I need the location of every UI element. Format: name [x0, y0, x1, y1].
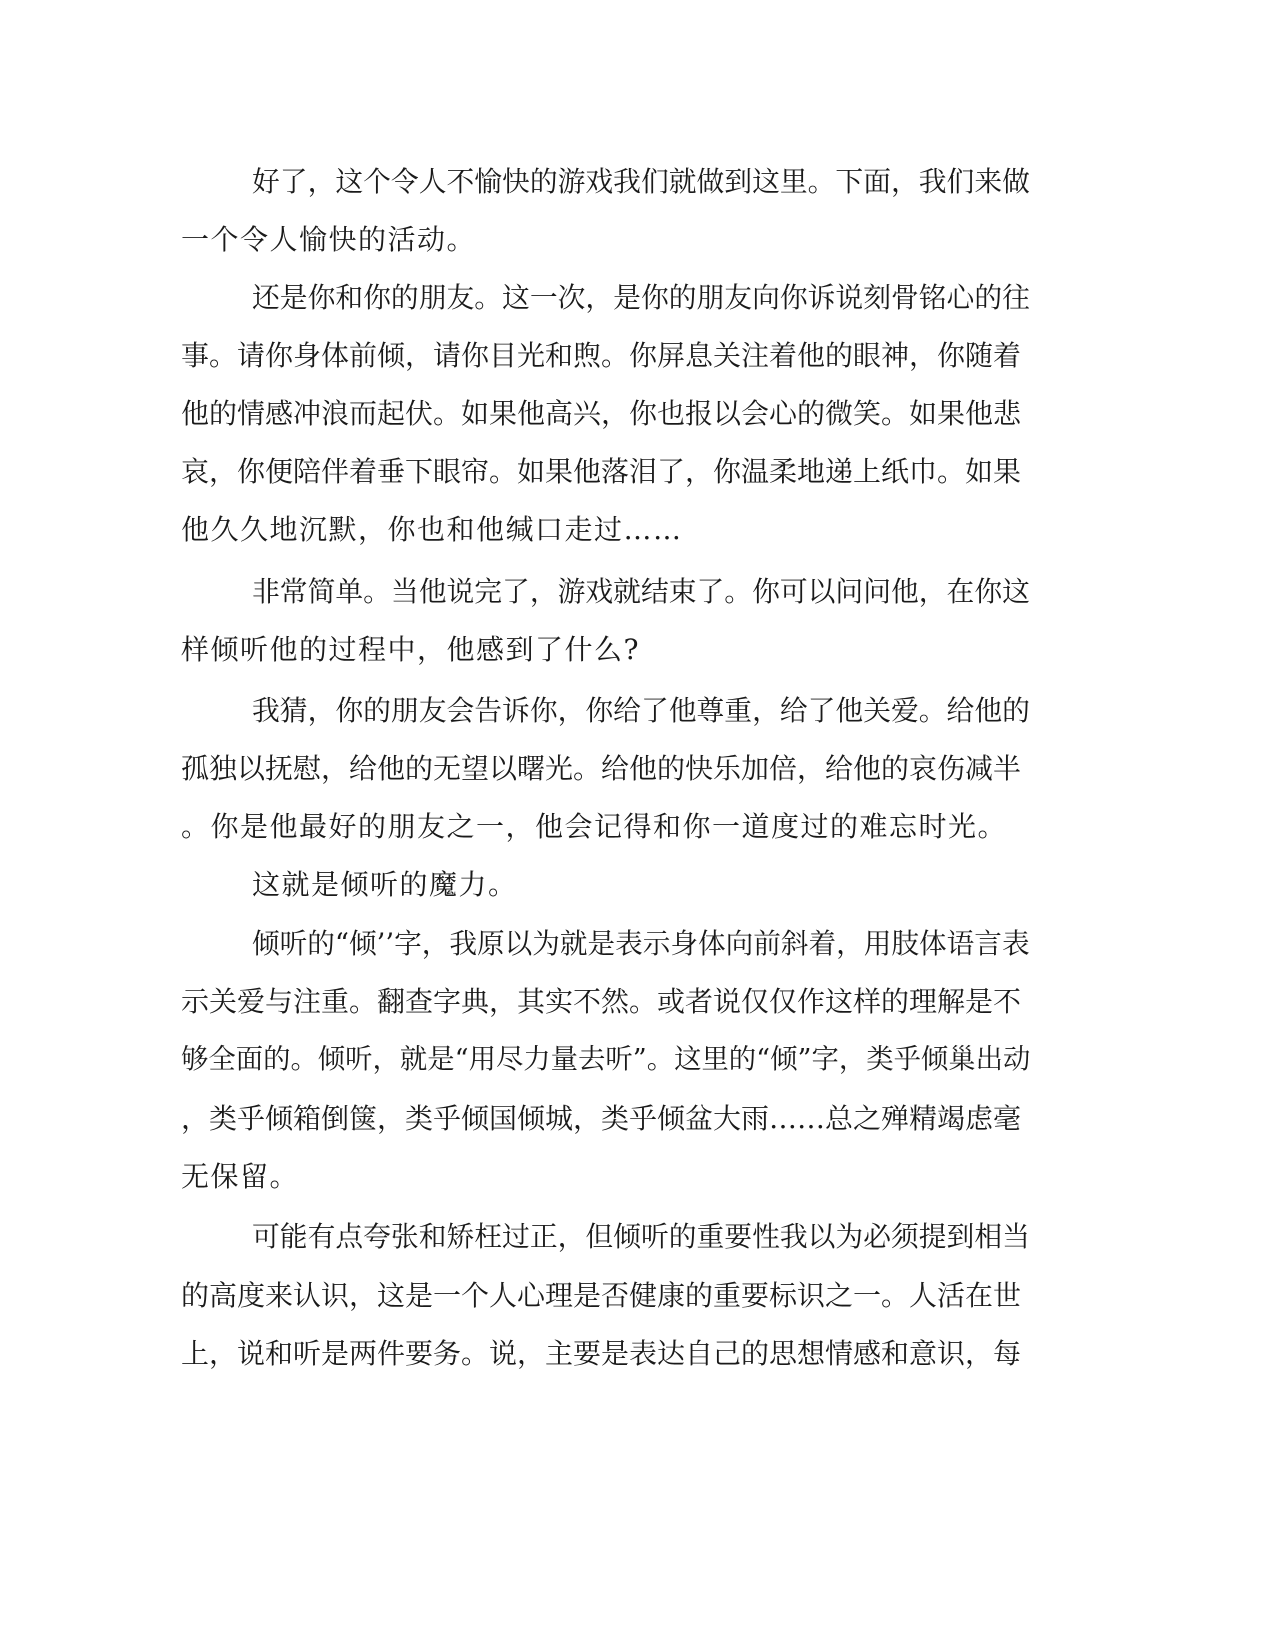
text-line: 事。请你身体前倾，请你目光和煦。你屏息关注着他的眼神，你随着 — [181, 339, 1022, 372]
text-line: 哀，你便陪伴着垂下眼帘。如果他落泪了，你温柔地递上纸巾。如果 — [181, 455, 1022, 488]
text-line: 还是你和你的朋友。这一次，是你的朋友向你诉说刻骨铭心的往 — [252, 281, 1030, 314]
text-line: ，类乎倾箱倒箧，类乎倾国倾城，类乎倾盆大雨……总之殚精竭虑毫 — [181, 1102, 1022, 1135]
text-line: 上，说和听是两件要务。说，主要是表达自己的思想情感和意识，每 — [181, 1337, 1022, 1370]
text-line: 我猜，你的朋友会告诉你，你给了他尊重，给了他关爱。给他的 — [252, 694, 1030, 727]
text-line: 。你是他最好的朋友之一，他会记得和你一道度过的难忘时光。 — [181, 810, 1008, 843]
text-line: 他的情感冲浪而起伏。如果他高兴，你也报以会心的微笑。如果他悲 — [181, 397, 1022, 430]
text-line: 倾听的“倾’’字，我原以为就是表示身体向前斜着，用肢体语言表 — [252, 927, 1030, 960]
text-line: 够全面的。倾听，就是“用尽力量去听”。这里的“倾”字，类乎倾巢出动 — [181, 1044, 1031, 1075]
text-line: 非常简单。当他说完了，游戏就结束了。你可以问问他，在你这 — [252, 575, 1030, 608]
text-line: 无保留。 — [181, 1160, 300, 1193]
text-line: 的高度来认识，这是一个人心理是否健康的重要标识之一。人活在世 — [181, 1279, 1022, 1312]
text-line: 示关爱与注重。翻查字典，其实不然。或者说仅仅作这样的理解是不 — [181, 985, 1022, 1018]
text-line: 这就是倾听的魔力。 — [252, 868, 518, 901]
text-line: 好了，这个令人不愉快的游戏我们就做到这里。下面，我们来做 — [252, 165, 1030, 198]
text-line: 一个令人愉快的活动。 — [181, 223, 477, 256]
text-line: 可能有点夸张和矫枉过正，但倾听的重要性我以为必须提到相当 — [252, 1220, 1030, 1253]
text-line: 他久久地沉默，你也和他缄口走过…… — [181, 513, 683, 546]
text-line: 孤独以抚慰，给他的无望以曙光。给他的快乐加倍，给他的哀伤减半 — [181, 752, 1022, 785]
text-line: 样倾听他的过程中，他感到了什么? — [181, 633, 641, 666]
